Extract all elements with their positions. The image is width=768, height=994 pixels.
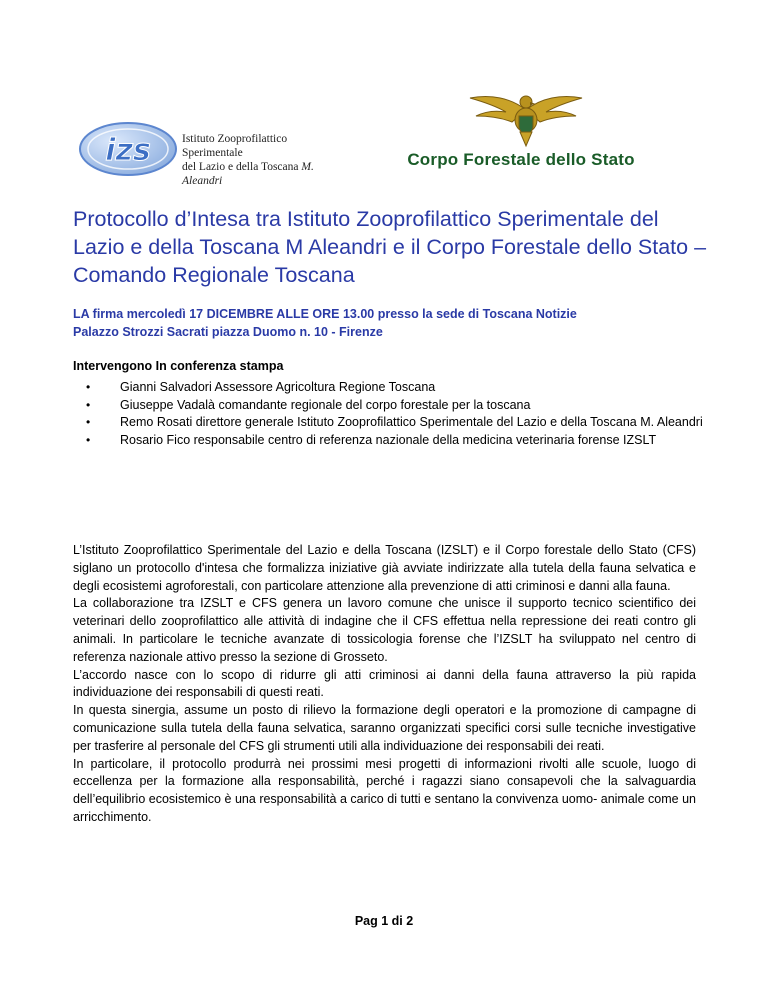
speaker-item [73,379,713,397]
speaker-item [73,397,713,415]
page-title: Protocollo d’Intesa tra Istituto Zooprofilattico Sperimentale del Lazio e della Toscana M Aleandri e il Corpo Forestale dello Stato – Comando Regionale Toscana [73,207,707,287]
body-paragraph: In particolare, il protocollo produrrà nei prossimi mesi progetti di informazioni rivolti alle scuole, luogo di eccellenza per la formazione alla responsabilità, perché i ragazzi siano consapevoli che la salvaguardia dell’equilibrio ecosistemico è una responsabilità a carico di tutti e sentano la convivenza uomo- animale come un arricchimento. [73,756,696,824]
body-paragraph: La collaborazione tra IZSLT e CFS genera un lavoro comune che unisce il supporto tecnico scientifico dei veterinari dello zooprofilattico alle attività di indagine che il CFS effettua nella repressione dei reati contro gli animali. In particolare le tecniche avanzate di tossicologia forense che l’IZSLT ha sviluppato nel centro di referenza nazionale attivo presso la sezione di Grosseto. [73,596,696,664]
eagle-emblem-icon [466,88,586,150]
page-number: Pag 1 di 2 [354,914,414,928]
izs-emblem-icon [78,120,178,178]
speaker-text: Remo Rosati direttore generale Istituto Zooprofilattico Sperimentale del Lazio e della Toscana M. Aleandri [120,415,703,429]
bullet-icon: • [86,380,91,394]
speakers-heading: Intervengono In conferenza stampa [73,359,284,373]
speakers-list [73,379,713,449]
speaker-text: Gianni Salvadori Assessore Agricoltura Regione Toscana [120,380,436,394]
cfs-logo [396,88,646,178]
speaker-item [73,414,713,432]
bullet-icon: • [86,415,91,429]
event-date-line: LA firma mercoledì 17 DICEMBRE ALLE ORE 13.00 presso la sede di Toscana Notizie [73,307,577,321]
izs-name-line2 [182,160,338,188]
body-text [73,542,696,827]
izs-mark-text: izs [105,133,151,168]
izs-institute-name [182,132,338,188]
izs-name-line2-prefix: del Lazio e della Toscana [182,161,302,173]
speaker-text: Giuseppe Vadalà comandante regionale del corpo forestale per la toscana [120,397,531,412]
body-paragraph: In questa sinergia, assume un posto di rilievo la formazione degli operatori e la promozione di campagne di comunicazione sulla tutela della fauna selvatica, saranno organizzati specifici corsi sulle tecniche investigative per trasferire al personale del CFS gli strumenti utili alla individuazione dei responsabili dei reati. [73,703,696,753]
izs-logo [78,120,338,187]
speaker-text: Rosario Fico responsabile centro di referenza nazionale della medicina veterinaria forense IZSLT [120,432,657,447]
body-paragraph: L’Istituto Zooprofilattico Sperimentale del Lazio e della Toscana (IZSLT) e il Corpo forestale dello Stato (CFS) siglano un protocollo d'intesa che formalizza iniziative già avviate indirizzate alla tutela della fauna selvatica e degli ecosistemi agroforestali, con particolare attenzione alla prevenzione di atti criminosi e danni alla fauna. [73,543,696,593]
speaker-item [73,432,713,450]
bullet-icon: • [86,432,91,447]
cfs-name: Corpo Forestale dello Stato [407,150,635,169]
body-paragraph: L’accordo nasce con lo scopo di ridurre gli atti criminosi ai danni della fauna attraverso la più rapida individuazione dei responsabili di questi reati. [73,667,696,700]
izs-name-line1: Istituto Zooprofilattico Sperimentale [182,133,288,159]
izs-name-line2-italic: M. Aleandri [182,161,314,187]
bullet-icon: • [86,397,91,412]
event-location-line: Palazzo Strozzi Sacrati piazza Duomo n. 10 - Firenze [73,325,383,339]
